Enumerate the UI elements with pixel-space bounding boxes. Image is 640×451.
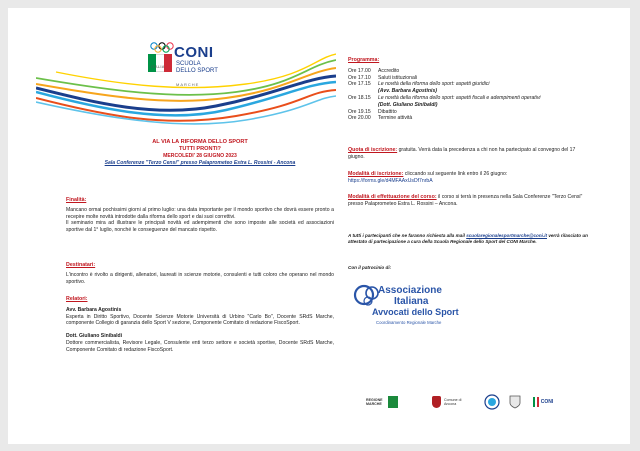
flag-label: ITALIA: [151, 64, 165, 69]
quota-section: [348, 147, 588, 161]
programma-time: Ore 17.00: [348, 67, 371, 74]
round-seal-icon: [484, 394, 500, 410]
relatore-1-bio: Esperta in Diritto Sportivo, Docente Scienze Motorie Università di Urbino "Carlo Bo", Docente SRdS Marche, componente Collegio di garanzia dello Sport V sezione, Componente Comitato di redazione FiscoSport.: [66, 313, 334, 327]
programma-text: Le novità della riforma dello sport: aspetti fiscali e adempimenti operativi: [378, 94, 541, 101]
attestato-note: [348, 233, 588, 245]
programma-speaker: (Avv. Barbara Agostinis): [378, 88, 437, 95]
programma-text: Saluti istituzionali: [378, 74, 418, 81]
patrocinio-org-line3: Avvocati dello Sport: [372, 307, 459, 317]
programma-time: Ore 17.10: [348, 74, 371, 81]
corso-text: il corso si terrà in presenza nella Sala Conferenze "Terzo Censi" presso Palaprometeo Estra L. Rossini – Ancona.: [348, 194, 583, 207]
programma-item: [348, 109, 588, 116]
programma-item: [348, 115, 588, 122]
coni-sub-line2: DELLO SPORT: [176, 68, 218, 74]
quota-label: Quota di iscrizione:: [348, 147, 398, 153]
event-date: MERCOLEDI' 28 GIUGNO 2023: [163, 153, 237, 159]
destinatari-heading: Destinatari:: [66, 262, 96, 268]
decorative-waves: [36, 48, 336, 128]
programma-item: [348, 68, 588, 75]
programma-section: [348, 57, 588, 122]
patrocinio-org-line4: Coordinamento Regionale Marche: [376, 320, 442, 325]
comune-ancona-logo: [426, 393, 468, 411]
modalita-label: Modalità di iscrizione:: [348, 171, 404, 177]
registration-link[interactable]: https://forms.gle/d4MFAAxUsDf7nrbA: [348, 177, 433, 184]
contact-email-link[interactable]: scuolaregionalesportmarche@coni.it: [466, 233, 547, 238]
relatore-2-name: Dott. Giuliano Sinibaldi: [66, 333, 123, 340]
finalita-paragraph-1: Mancano ormai pochissimi giorni al primo luglio: una data importante per il mondo sportivo che dovrà essere pronto a recepire molte novità introdotte dalla riforma dello sport e dai suoi correttivi.: [66, 206, 334, 220]
modalita-section: [348, 171, 588, 185]
coni-bottom-logo: [528, 393, 558, 411]
destinatari-section: [66, 262, 334, 285]
quota-text: gratuita. Verrà data la precedenza a chi non ha partecipato al convegno del 17 giugno.: [348, 147, 576, 160]
event-title-line2: TUTTI PRONTI?: [179, 146, 221, 152]
event-header: [66, 139, 334, 167]
corso-label: Modalità di effettuazione del corso:: [348, 194, 437, 200]
programma-item: [348, 81, 588, 95]
patrocinio-org-line2: Italiana: [394, 296, 429, 307]
programma-time: Ore 19.15: [348, 108, 371, 115]
programma-text: Dibattito: [378, 108, 397, 115]
programma-text: Termine attività: [378, 115, 413, 122]
italy-flag-small-icon: [533, 397, 539, 407]
programma-time: Ore 18.15: [348, 94, 371, 101]
event-title-line1: AL VIA LA RIFORMA DELLO SPORT: [152, 139, 248, 145]
note-text-1: A tutti i partecipanti che ne faranno richiesta alla mail: [348, 233, 467, 238]
comune-ancona-label: Comune di Ancona: [444, 398, 462, 406]
finalita-section: [66, 197, 334, 234]
programma-time: Ore 17.15: [348, 81, 371, 88]
programma-time: Ore 20.00: [348, 115, 371, 122]
regione-marche-label: REGIONE MARCHE: [366, 398, 383, 406]
programma-text: Accredito: [378, 67, 400, 74]
programma-item: [348, 75, 588, 82]
programma-item: [348, 95, 588, 109]
relatore-1-name: Avv. Barbara Agostinis: [66, 306, 122, 313]
regione-marche-logo: [362, 393, 402, 411]
coni-region: MARCHE: [176, 82, 200, 87]
note-text-2: verrà rilasciato un attestato di partecipazione a cura della Scuola Regionale dello Sport del CONI Marche.: [348, 233, 588, 245]
patrocinio-org-line1: Associazione: [378, 285, 442, 296]
regione-marche-icon: [388, 396, 398, 408]
shield-icon: [509, 395, 521, 409]
ancona-crest-icon: [432, 396, 441, 408]
second-seal-logo: [506, 393, 524, 411]
modalita-text: cliccando sul seguente link entro il 26 giugno:: [404, 171, 508, 177]
corso-section: [348, 194, 588, 208]
destinatari-text: L'incontro è rivolto a dirigenti, allenatori, laureati in scienze motorie, consulenti e tutti coloro che operano nel mondo sportivo.: [66, 271, 334, 285]
flyer-page: [8, 8, 630, 444]
relatori-section: [66, 296, 334, 354]
coni-title: CONI: [174, 44, 214, 61]
event-venue: Sala Conferenze "Terzo Censi" presso Palaprometeo Estra L. Rossini - Ancona: [104, 160, 296, 166]
programma-heading: Programma:: [348, 57, 380, 63]
programma-speaker: (Dott. Giuliano Sinibaldi): [378, 101, 438, 108]
relatori-heading: Relatori:: [66, 296, 88, 302]
patrocinio-label: Con il patrocinio di:: [348, 265, 392, 270]
coni-sub-line1: SCUOLA: [176, 61, 201, 67]
coni-bottom-label: CONI: [540, 399, 554, 405]
programma-text: Le novità della riforma dello sport: aspetti giuridici: [378, 81, 490, 88]
finalita-paragraph-2: Il seminario mira ad illustrare le principali novità ed adempimenti che sono imposte alle società ed associazioni sportive dal 1° luglio, nonché le conseguenze del mancato rispetto.: [66, 220, 334, 234]
finalita-heading: Finalità:: [66, 197, 87, 203]
seal-logo: [482, 393, 502, 411]
relatore-2-bio: Dottore commercialista, Revisore Legale, Consulente enti terzo settore e società sportive, Docente SRdS Marche, Componente Comitato di redazione FiscoSport.: [66, 339, 334, 353]
